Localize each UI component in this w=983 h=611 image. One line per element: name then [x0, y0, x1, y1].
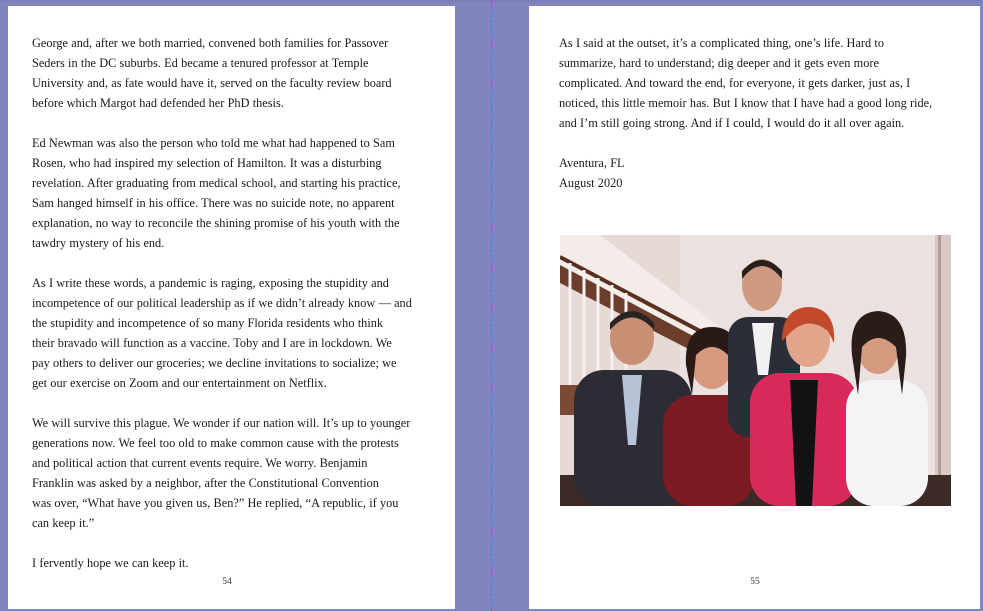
text-line: Sam hanged himself in his office. There was no suicide note, no apparent: [32, 196, 395, 210]
text-line: and political action that current events require. We worry. Benjamin: [32, 456, 368, 470]
text-line: George and, after we both married, convened both families for Passover: [32, 36, 389, 50]
text-line: tawdry mystery of his end.: [32, 236, 165, 250]
page-number-right: 55: [750, 577, 760, 587]
text-line: was over, “What have you given us, Ben?” He replied, “A republic, if you: [32, 496, 399, 510]
page-spread-divider: [491, 0, 492, 611]
paragraph: [559, 153, 969, 193]
paragraph: [32, 133, 442, 253]
text-line: before which Margot had defended her PhD thesis.: [32, 96, 284, 110]
text-line: their bravado will function as a vaccine. Toby and I are in lockdown. We: [32, 336, 392, 350]
text-line: Franklin was asked by a neighbor, after the Constitutional Convention: [32, 476, 379, 490]
right-page-body: [559, 33, 969, 213]
family-photo: [560, 235, 951, 506]
book-page-left: [8, 6, 455, 609]
paragraph: [559, 33, 969, 133]
text-line: August 2020: [559, 176, 623, 190]
text-line: incompetence of our political leadership as if we didn’t already know — and: [32, 296, 412, 310]
text-line: generations now. We feel too old to make common cause with the protests: [32, 436, 399, 450]
text-line: complicated. And toward the end, for everyone, it gets darker, just as, I: [559, 76, 911, 90]
text-line: summarize, hard to understand; dig deeper and it gets even more: [559, 56, 879, 70]
family-photo-illustration: [560, 235, 951, 506]
text-line: As I said at the outset, it’s a complicated thing, one’s life. Hard to: [559, 36, 884, 50]
paragraph: [32, 33, 442, 113]
text-line: Aventura, FL: [559, 156, 625, 170]
text-line: University and, as fate would have it, served on the faculty review board: [32, 76, 392, 90]
text-line: We will survive this plague. We wonder if our nation will. It’s up to younger: [32, 416, 411, 430]
text-line: Rosen, who had inspired my selection of Hamilton. It was a disturbing: [32, 156, 382, 170]
paragraph: [32, 553, 442, 573]
left-page-body: [32, 33, 442, 593]
text-line: explanation, no way to reconcile the shining promise of his youth with the: [32, 216, 400, 230]
book-page-right: [529, 6, 980, 609]
text-line: the stupidity and incompetence of so many Florida residents who think: [32, 316, 384, 330]
paragraph: [32, 413, 442, 533]
text-line: pay others to deliver our groceries; we decline invitations to socialize; we: [32, 356, 397, 370]
page-number-left: 54: [222, 577, 232, 587]
text-line: revelation. After graduating from medical school, and starting his practice,: [32, 176, 401, 190]
text-line: Seders in the DC suburbs. Ed became a tenured professor at Temple: [32, 56, 369, 70]
paragraph: [32, 273, 442, 393]
text-line: get our exercise on Zoom and our entertainment on Netflix.: [32, 376, 327, 390]
text-line: can keep it.”: [32, 516, 95, 530]
text-line: I fervently hope we can keep it.: [32, 556, 189, 570]
text-line: Ed Newman was also the person who told me what had happened to Sam: [32, 136, 395, 150]
text-line: noticed, this little memoir has. But I know that I have had a good long ride,: [559, 96, 933, 110]
text-line: As I write these words, a pandemic is raging, exposing the stupidity and: [32, 276, 389, 290]
text-line: and I’m still going strong. And if I could, I would do it all over again.: [559, 116, 905, 130]
